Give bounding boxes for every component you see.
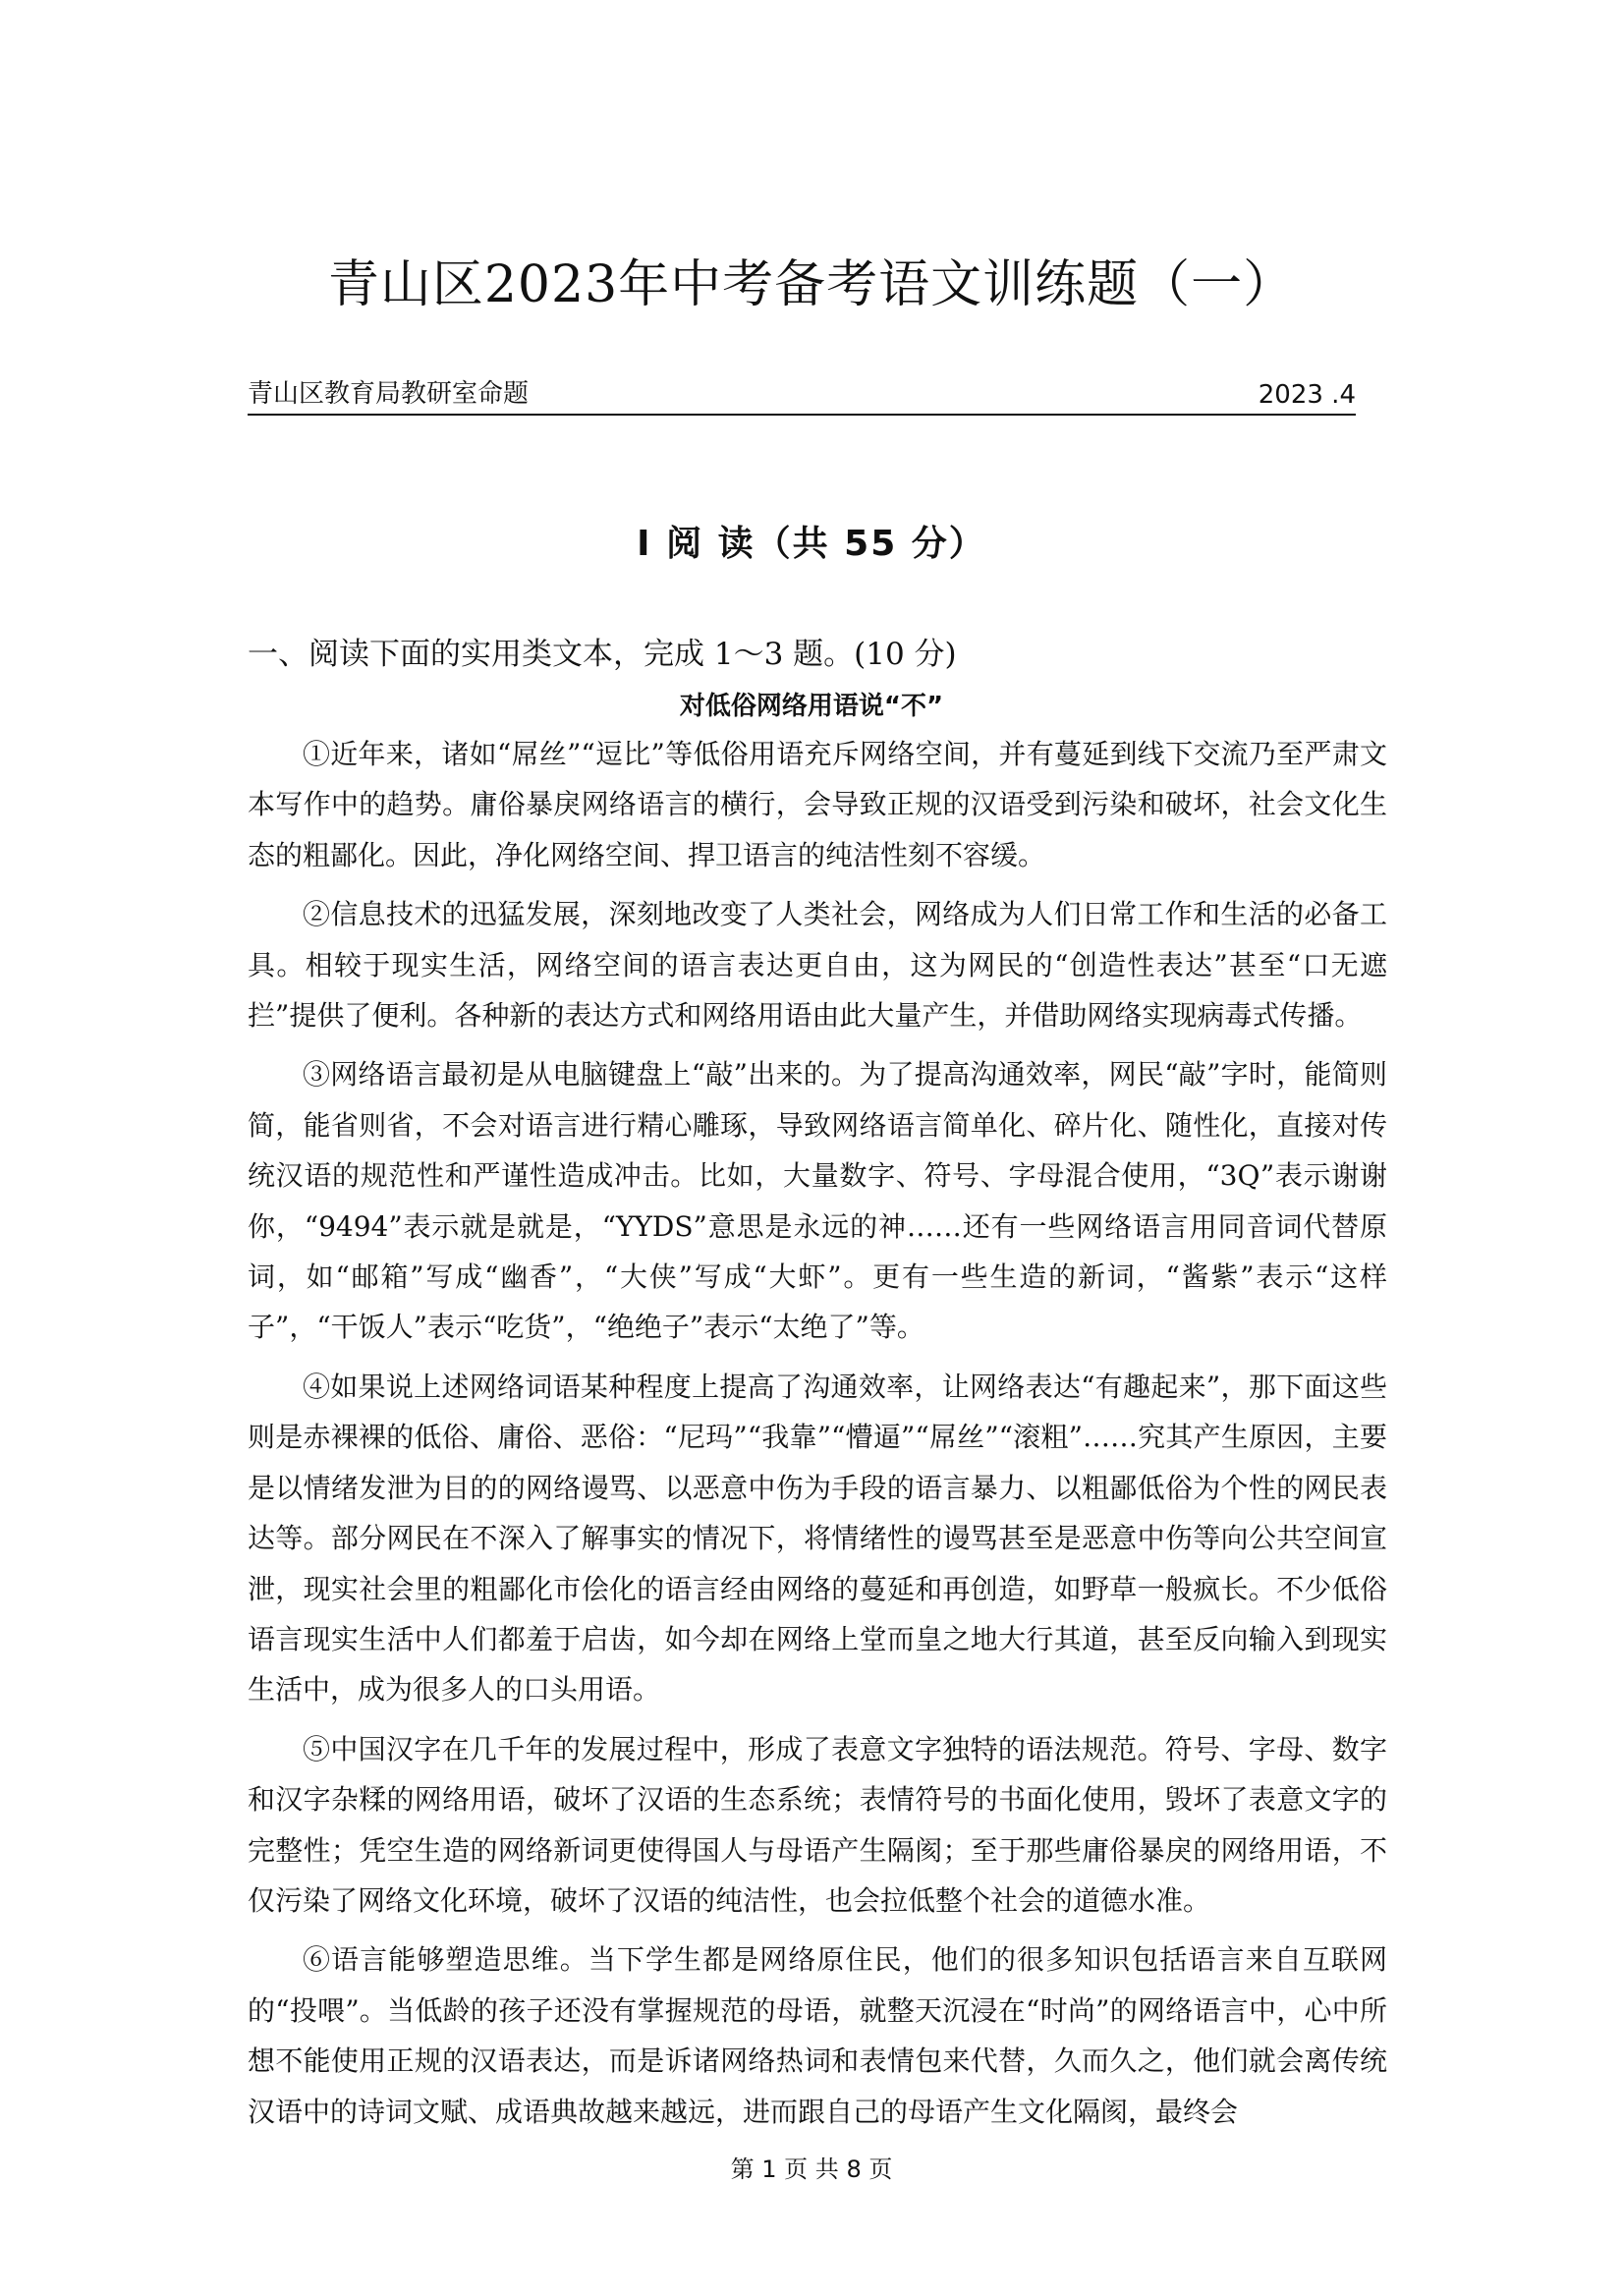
paragraph-4: ④如果说上述网络词语某种程度上提高了沟通效率，让网络表达“有趣起来”，那下面这些则是赤裸裸的低俗、庸俗、恶俗：“尼玛”“我靠”“懵逼”“屌丝”“滚粗”……究其产生原因，主要是以情绪发泄为目的的网络谩骂、以恶意中伤为手段的语言暴力、以粗鄙低俗为个性的网民表达等。部分网民在不深入了解事实的情况下，将情绪性的谩骂甚至是恶意中伤等向公共空间宣泄，现实社会里的粗鄙化市侩化的语言经由网络的蔓延和再创造，如野草一般疯长。不少低俗语言现实生活中人们都羞于启齿，如今却在网络上堂而皇之地大行其道，甚至反向输入到现实生活中，成为很多人的口头用语。 bbox=[248, 1370, 1387, 1707]
article-body bbox=[248, 729, 1387, 2146]
question-heading: 一、阅读下面的实用类文本，完成 1～3 题。(10 分) bbox=[248, 637, 957, 672]
paragraph-6: ⑥语言能够塑造思维。当下学生都是网络原住民，他们的很多知识包括语言来自互联网的“投喂”。当低龄的孩子还没有掌握规范的母语，就整天沉浸在“时尚”的网络语言中，心中所想不能使用正规的汉语表达，而是诉诸网络热词和表情包来代替，久而久之，他们就会离传统汉语中的诗词文赋、成语典故越来越远，进而跟自己的母语产生文化隔阂，最终会 bbox=[248, 1943, 1387, 2128]
paragraph-3: ③网络语言最初是从电脑键盘上“敲”出来的。为了提高沟通效率，网民“敲”字时，能简则简，能省则省，不会对语言进行精心雕琢，导致网络语言简单化、碎片化、随性化，直接对传统汉语的规范性和严谨性造成冲击。比如，大量数字、符号、字母混合使用，“3Q”表示谢谢你，“9494”表示就是就是，“YYDS”意思是永远的神……还有一些网络语言用同音词代替原词，如“邮箱”写成“幽香”，“大侠”写成“大虾”。更有一些生造的新词，“酱紫”表示“这样子”，“干饭人”表示“吃货”，“绝绝子”表示“太绝了”等。 bbox=[248, 1058, 1387, 1344]
header-line bbox=[248, 373, 1356, 416]
exam-title: 青山区2023年中考备考语文训练题（一） bbox=[327, 254, 1296, 314]
article-title: 对低俗网络用语说“不” bbox=[679, 692, 944, 721]
paragraph-5: ⑤中国汉字在几千年的发展过程中，形成了表意文字独特的语法规范。符号、字母、数字和汉字杂糅的网络用语，破坏了汉语的生态系统；表情符号的书面化使用，毁坏了表意文字的完整性；凭空生造的网络新词更使得国人与母语产生隔阂；至于那些庸俗暴戾的网络用语，不仅污染了网络文化环境，破坏了汉语的纯洁性，也会拉低整个社会的道德水准。 bbox=[248, 1732, 1387, 1917]
page-footer: 第 1 页 共 8 页 bbox=[730, 2156, 893, 2183]
date-text: 2023 .4 bbox=[1258, 380, 1356, 410]
section-heading: I 阅 读（共 55 分） bbox=[637, 524, 986, 564]
paragraph-2: ②信息技术的迅猛发展，深刻地改变了人类社会，网络成为人们日常工作和生活的必备工具。相较于现实生活，网络空间的语言表达更自由，这为网民的“创造性表达”甚至“口无遮拦”提供了便利。各种新的表达方式和网络用语由此大量产生，并借助网络实现病毒式传播。 bbox=[248, 898, 1387, 1033]
paragraph-1: ①近年来，诸如“屌丝”“逗比”等低俗用语充斥网络空间，并有蔓延到线下交流乃至严肃文本写作中的趋势。庸俗暴戾网络语言的横行，会导致正规的汉语受到污染和破坏，社会文化生态的粗鄙化。因此，净化网络空间、捍卫语言的纯洁性刻不容缓。 bbox=[248, 738, 1387, 871]
issuer-text: 青山区教育局教研室命题 bbox=[248, 379, 530, 409]
